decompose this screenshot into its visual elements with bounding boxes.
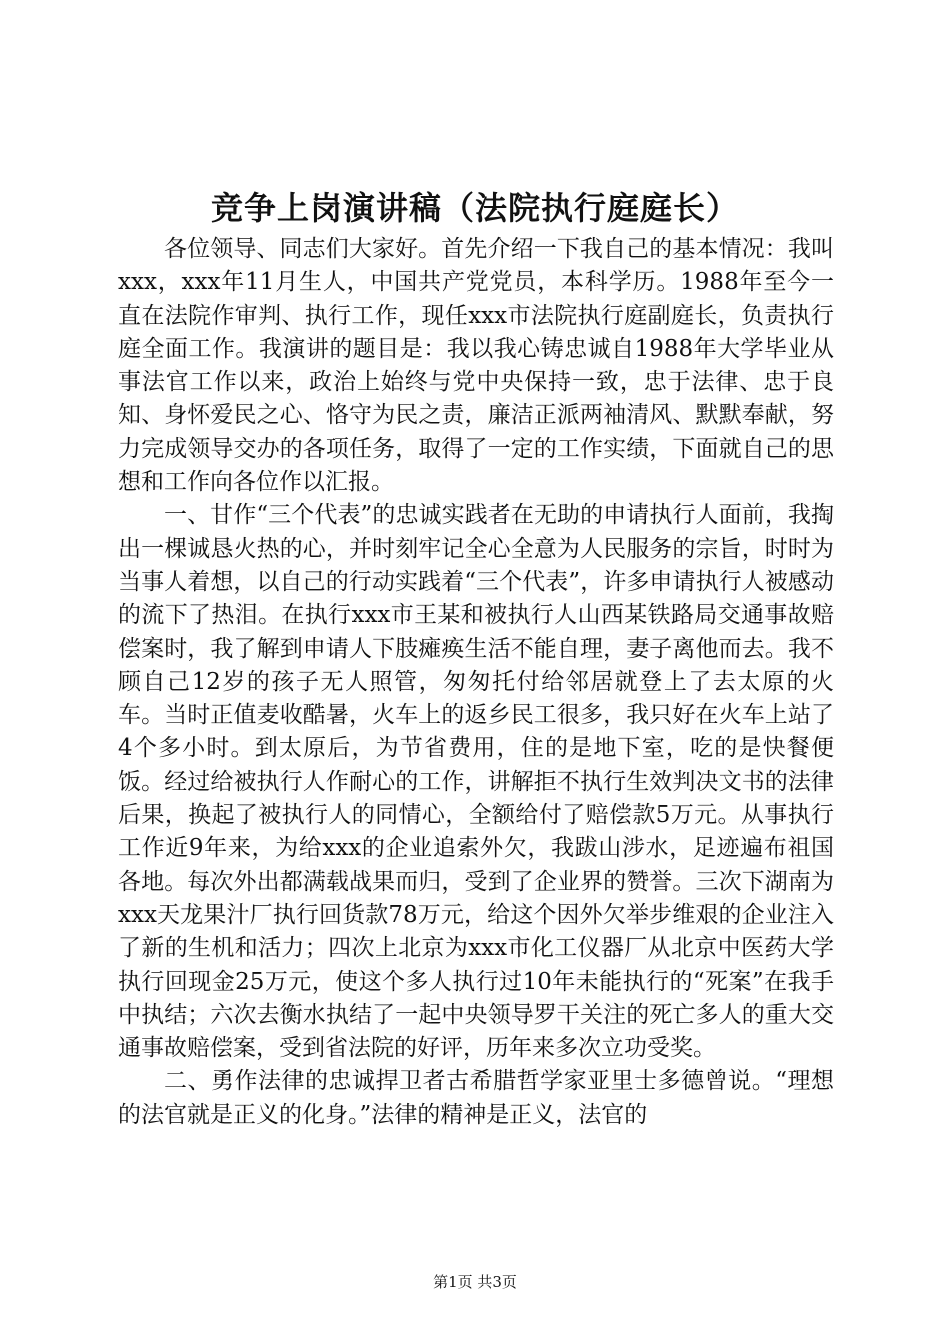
paragraph-section-one: 一、甘作“三个代表”的忠诚实践者在无助的申请执行人面前，我掏出一棵诚恳火热的心，并时刻牢记全心全意为人民服务的宗旨，时时为当事人着想，以自己的行动实践着“三个代表”，许多申请执行人被感动的流下了热泪。在执行xxx市王某和被执行人山西某铁路局交通事故赔偿案时，我了解到申请人下肢瘫痪生活不能自理，妻子离他而去。我不顾自己12岁的孩子无人照管，匆匆托付给邻居就登上了去太原的火车。当时正值麦收酷暑，火车上的返乡民工很多，我只好在火车上站了4个多小时。到太原后，为节省费用，住的是地下室，吃的是快餐便饭。经过给被执行人作耐心的工作，讲解拒不执行生效判决文书的法律后果，换起了被执行人的同情心，全额给付了赔偿款5万元。从事执行工作近9年来，为给xxx的企业追索外欠，我跋山涉水，足迹遍布祖国各地。每次外出都满载战果而归，受到了企业界的赞誉。三次下湖南为xxx天龙果汁厂执行回货款78万元，给这个因外欠举步维艰的企业注入了新的生机和活力；四次上北京为xxx市化工仪器厂从北京中医药大学执行回现金25万元，使这个多人执行过10年未能执行的“死案”在我手中执结；六次去衡水执结了一起中央领导罗干关注的死亡多人的重大交通事故赔偿案，受到省法院的好评，历年来多次立功受奖。	[118, 502, 834, 1062]
document-body	[118, 233, 834, 1132]
paragraph-intro: 各位领导、同志们大家好。首先介绍一下我自己的基本情况：我叫xxx，xxx年11月生人，中国共产党党员，本科学历。1988年至今一直在法院作审判、执行工作，现任xxx市法院执行庭副庭长，负责执行庭全面工作。我演讲的题目是：我以我心铸忠诚自1988年大学毕业从事法官工作以来，政治上始终与党中央保持一致，忠于法律、忠于良知、身怀爱民之心、恪守为民之责，廉洁正派两袖清风、默默奉献，努力完成领导交办的各项任务，取得了一定的工作实绩，下面就自己的思想和工作向各位作以汇报。	[118, 236, 834, 496]
paragraph-section-two: 二、勇作法律的忠诚捍卫者古希腊哲学家亚里士多德曾说。“理想的法官就是正义的化身。”法律的精神是正义，法官的	[118, 1068, 834, 1128]
document-title: 竞争上岗演讲稿（法院执行庭庭长）	[210, 189, 739, 227]
page-number-footer: 第1页 共3页	[433, 1273, 517, 1291]
